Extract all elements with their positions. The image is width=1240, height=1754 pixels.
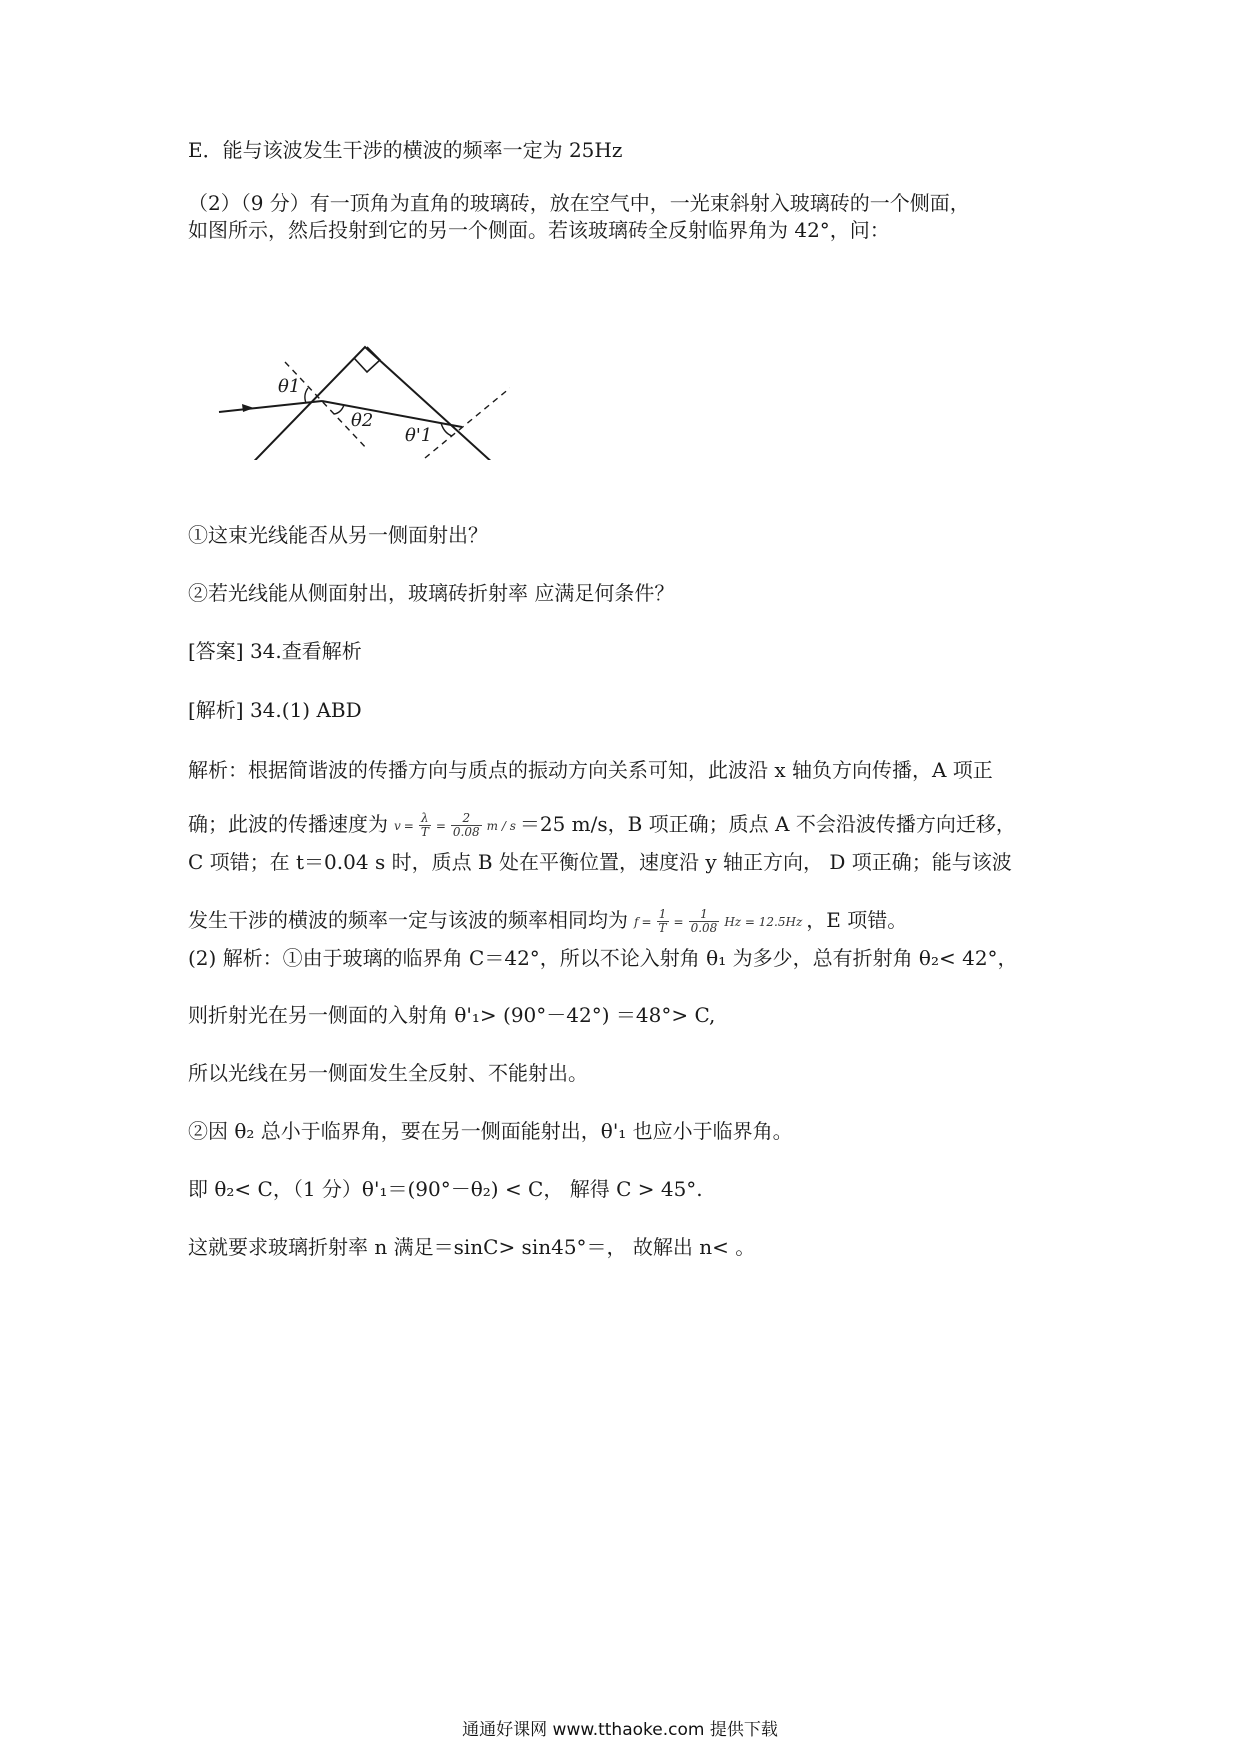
label-theta2: θ2 <box>351 410 374 431</box>
analysis-p1-line1: 解析：根据简谐波的传播方向与质点的振动方向关系可知，此波沿 x 轴负方向传播，A 项正 <box>188 758 993 782</box>
p1-line4-end: ，E 项错。 <box>806 908 908 932</box>
sub-question-2: ②若光线能从侧面射出，玻璃砖折射率 应满足何条件？ <box>188 581 675 605</box>
analysis-line: [解析] 34.(1) ABD <box>188 698 362 722</box>
page-footer: 通通好课网 www.tthaoke.com 提供下载 <box>462 1720 778 1740</box>
prism-triangle <box>232 347 510 460</box>
label-theta1-prime: θ'1 <box>405 425 433 446</box>
frequency-formula: f = $\frac{1}{T}$ = $\frac{1}{0.08}$ Hz = 12.5Hz <box>634 907 803 935</box>
analysis-p1-line3: C 项错；在 t＝0.04 s 时，质点 B 处在平衡位置，速度沿 y 轴正方向， D 项正确；能与该波 <box>188 850 1012 874</box>
sub-question-1: ①这束光线能否从另一侧面射出？ <box>188 523 488 547</box>
arc-theta1 <box>305 388 308 403</box>
p1-line2-end: ＝25 m/s，B 项正确；质点 A 不会沿波传播方向迁移， <box>519 812 1016 836</box>
part2-line1: （2）（9 分）有一顶角为直角的玻璃砖，放在空气中，一光束斜射入玻璃砖的一个侧面， <box>188 191 970 215</box>
analysis-p2-line4: ②因 θ₂ 总小于临界角，要在另一侧面能射出，θ'₁ 也应小于临界角。 <box>188 1119 793 1143</box>
p1-line4-start: 发生干涉的横波的频率一定与该波的频率相同均为 <box>188 908 628 932</box>
analysis-p2-line1: (2) 解析：①由于玻璃的临界角 C＝42°，所以不论入射角 θ₁ 为多少，总有折射角 θ₂< 42°， <box>188 946 1018 970</box>
analysis-p2-line5: 即 θ₂< C，（1 分）θ'₁＝(90°－θ₂) < C， 解得 C > 45°. <box>188 1177 703 1201</box>
analysis-p2-line6: 这就要求玻璃折射率 n 满足＝sinC> sin45°＝， 故解出 n< 。 <box>188 1235 756 1259</box>
option-e: E．能与该波发生干涉的横波的频率一定为 25Hz <box>188 138 623 162</box>
p1-line2-start: 确；此波的传播速度为 <box>188 812 388 836</box>
ray-arrow <box>242 404 254 412</box>
arc-theta2 <box>334 405 344 414</box>
label-theta1: θ1 <box>278 376 301 397</box>
prism-figure <box>210 330 510 460</box>
analysis-p1-line4 <box>188 906 907 936</box>
analysis-p1-line2 <box>188 810 1016 840</box>
analysis-p2-line2: 则折射光在另一侧面的入射角 θ'₁> (90°－42°) ＝48°> C, <box>188 1003 716 1027</box>
part2-line2: 如图所示，然后投射到它的另一个侧面。若该玻璃砖全反射临界角为 42°，问： <box>188 218 890 242</box>
answer-line: [答案] 34.查看解析 <box>188 639 362 663</box>
right-angle-marker <box>354 347 380 372</box>
analysis-p2-line3: 所以光线在另一侧面发生全反射、不能射出。 <box>188 1061 588 1085</box>
velocity-formula: v = $\frac{\lambda}{T}$ = $\frac{2}{0.08}$ m / s <box>394 811 516 839</box>
